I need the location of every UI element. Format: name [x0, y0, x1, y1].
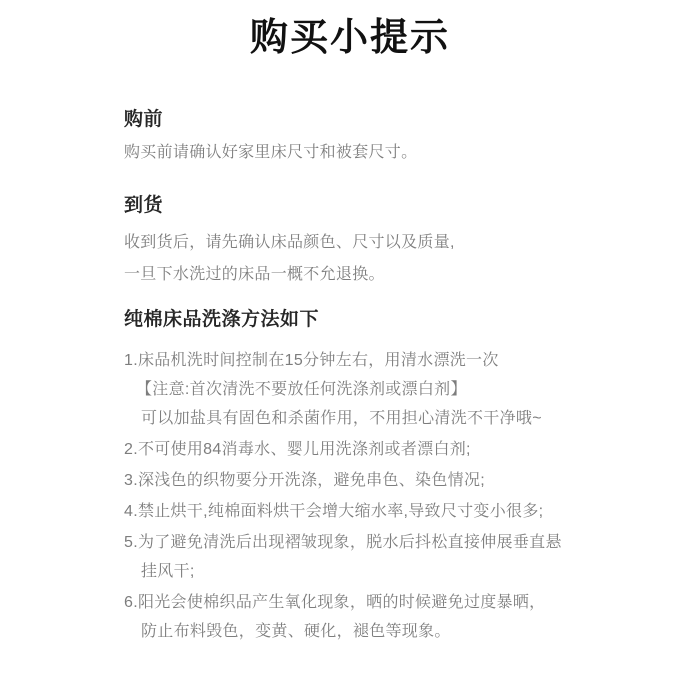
body-line: 收到货后，请先确认床品颜色、尺寸以及质量, — [124, 234, 455, 251]
body-line: 购买前请确认好家里床尺寸和被套尺寸。 — [124, 144, 418, 161]
page-title: 购买小提示 — [249, 17, 450, 59]
list-item — [124, 346, 630, 433]
list-item-line: 5.为了避免清洗后出现褶皱现象，脱水后抖松直接伸展垂直悬 — [124, 534, 562, 551]
list-item — [124, 435, 630, 464]
list-item — [124, 528, 630, 586]
section-washing-method — [124, 310, 630, 646]
list-item-line: 防止布料毁色，变黄、硬化，褪色等现象。 — [141, 623, 451, 640]
section-on-arrival — [124, 196, 630, 291]
list-item-line: 4.禁止烘干,纯棉面料烘干会增大缩水率,导致尺寸变小很多; — [124, 503, 544, 520]
list-item — [124, 466, 630, 495]
list-item — [124, 588, 630, 646]
body-line: 一旦下水洗过的床品一概不允退换。 — [124, 266, 385, 283]
section-body — [124, 227, 630, 291]
list-item-line: 挂风干; — [141, 563, 195, 580]
list-item-line: 2.不可使用84消毒水、婴儿用洗涤剂或者漂白剂; — [124, 441, 471, 458]
list-item-note-line: 可以加盐具有固色和杀菌作用，不用担心清洗不干净哦~ — [141, 410, 542, 427]
list-item-line: 1.床品机洗时间控制在15分钟左右，用清水漂洗一次 — [124, 352, 499, 369]
list-item-line: 6.阳光会使棉织品产生氧化现象，晒的时候避免过度暴晒， — [124, 594, 546, 611]
list-item — [124, 497, 630, 526]
section-heading-on-arrival: 到货 — [124, 195, 164, 216]
section-heading-before-purchase: 购前 — [124, 109, 164, 130]
section-heading-washing-method: 纯棉床品洗涤方法如下 — [124, 309, 320, 330]
list-item-note-line: 【注意:首次清洗不要放任何洗涤剂或漂白剂】 — [136, 381, 467, 398]
section-before-purchase — [124, 110, 630, 169]
washing-steps-list — [124, 346, 630, 646]
content-column — [0, 110, 700, 646]
section-body — [124, 137, 630, 169]
list-item-line: 3.深浅色的织物要分开洗涤，避免串色、染色情况; — [124, 472, 485, 489]
